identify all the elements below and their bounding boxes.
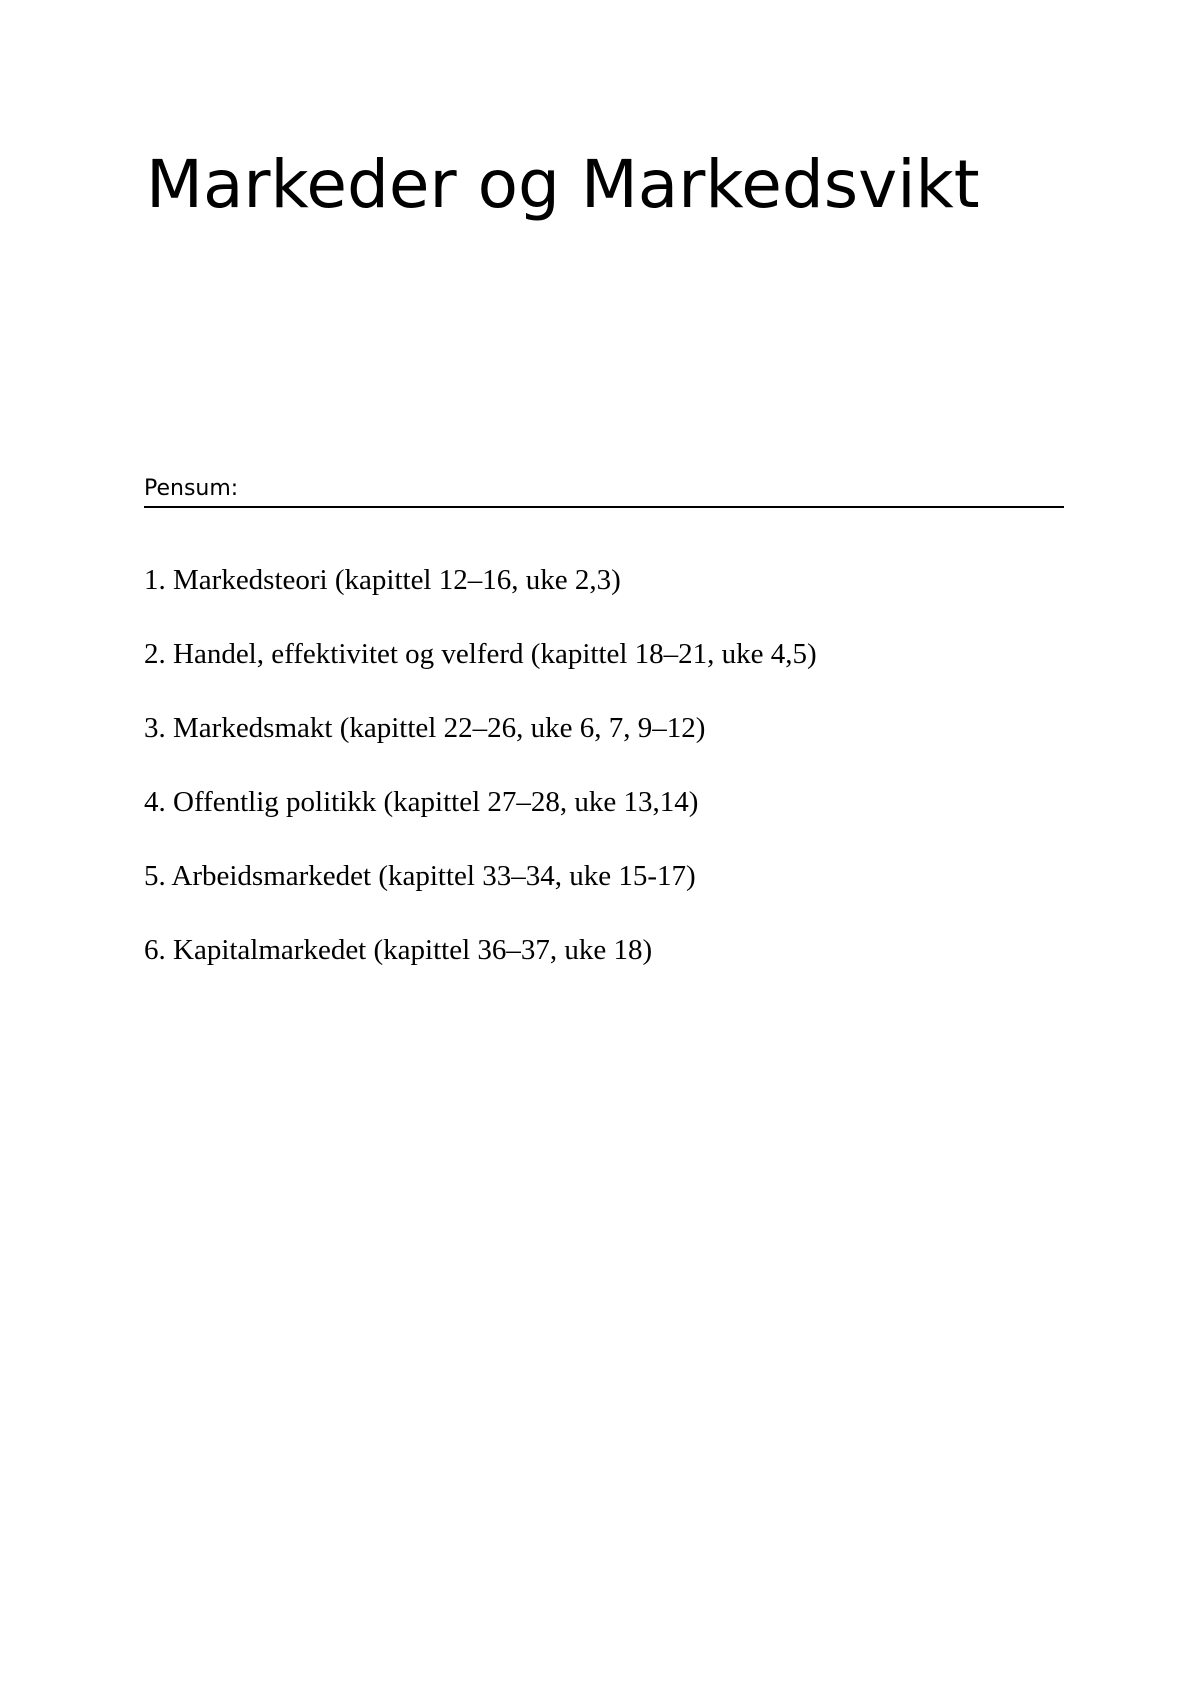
syllabus-item-1: 1. Markedsteori (kapittel 12–16, uke 2,3) (144, 564, 621, 596)
syllabus-item-3: 3. Markedsmakt (kapittel 22–26, uke 6, 7, 9–12) (144, 712, 706, 744)
syllabus-item-2: 2. Handel, effektivitet og velferd (kapittel 18–21, uke 4,5) (144, 638, 817, 670)
section-label: Pensum: (144, 476, 239, 501)
section-heading (144, 470, 1064, 508)
syllabus-item-4: 4. Offentlig politikk (kapittel 27–28, uke 13,14) (144, 786, 699, 818)
page-title: Markeder og Markedsvikt (146, 146, 980, 223)
syllabus-list (144, 562, 817, 1006)
syllabus-item-6: 6. Kapitalmarkedet (kapittel 36–37, uke 18) (144, 934, 653, 966)
syllabus-item-5: 5. Arbeidsmarkedet (kapittel 33–34, uke 15-17) (144, 860, 696, 892)
